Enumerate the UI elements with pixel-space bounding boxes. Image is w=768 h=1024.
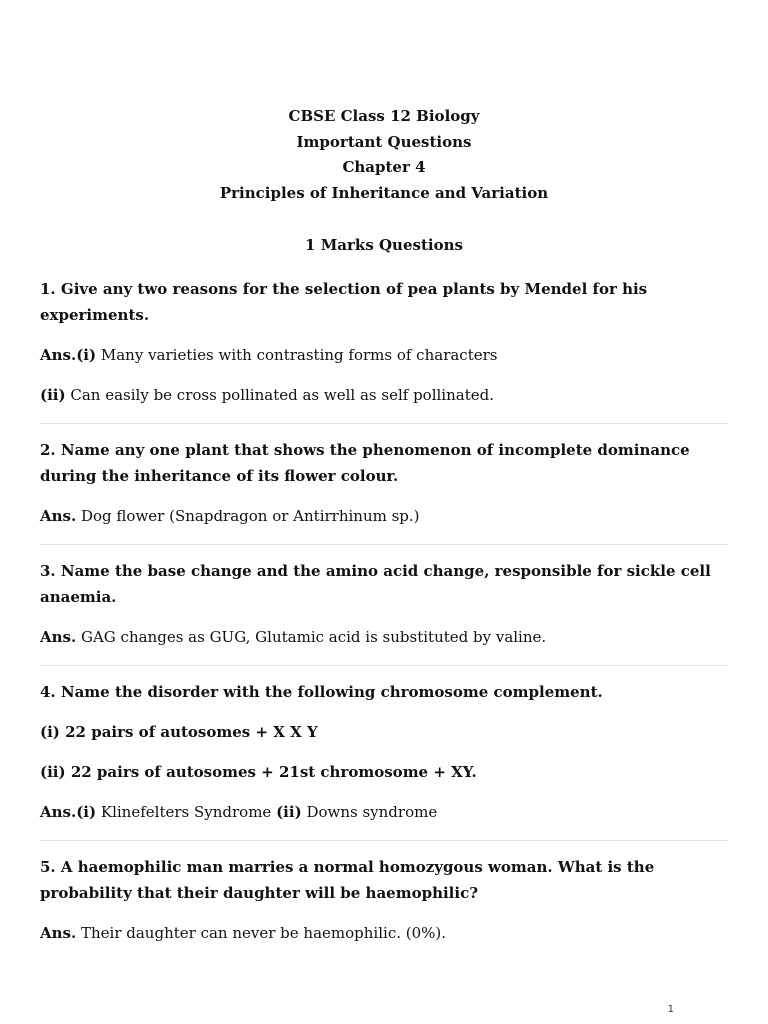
header-chapter: Chapter 4 [342,158,426,177]
separator [40,840,728,841]
answer-prefix: (ii) [40,386,66,405]
document-page [40,104,728,946]
question-text: 2. Name any one plant that shows the phenomenon of incomplete dominance during the inheritance of its flower colour. [40,441,690,486]
question-text: 1. Give any two reasons for the selection of pea plants by Mendel for his experiments. [40,280,648,325]
answer-prefix: Ans.(i) [40,346,97,365]
question-block-5 [40,854,728,946]
answer-text: Their daughter can never be haemophilic. (0%). [76,924,447,943]
answer-text: Can easily be cross pollinated as well as self pollinated. [65,386,494,405]
separator [40,423,728,424]
question-part: (ii) 22 pairs of autosomes + 21st chromosome + XY. [40,763,477,782]
answer-text: Klinefelters Syndrome [96,803,277,822]
answer-prefix: Ans. [40,507,77,526]
answer-line [40,920,728,946]
question-text: 5. A haemophilic man marries a normal homozygous woman. What is the probability that their daughter will be haemophilic? [40,858,655,903]
answer-line [40,382,728,408]
answer-line [40,624,728,650]
answer-line [40,342,728,368]
answer-text: Many varieties with contrasting forms of characters [96,346,498,365]
question-part: (i) 22 pairs of autosomes + X X Y [40,723,318,742]
section-title: 1 Marks Questions [305,236,463,255]
separator [40,665,728,666]
header-subtitle: Important Questions [296,132,472,151]
document-header [40,104,728,206]
question-block-1 [40,276,728,408]
question-text: 4. Name the disorder with the following chromosome complement. [40,683,603,702]
question-text: 3. Name the base change and the amino acid change, responsible for sickle cell anaemia. [40,562,711,607]
header-chapter-title: Principles of Inheritance and Variation [219,183,549,202]
answer-line [40,503,728,529]
answer-prefix: Ans.(i) [40,803,97,822]
answer-prefix: Ans. [40,924,77,943]
answer-prefix: Ans. [40,628,77,647]
question-block-4 [40,679,728,825]
answer-line [40,799,728,825]
answer-text: Dog flower (Snapdragon or Antirrhinum sp.) [76,507,420,526]
answer-text: GAG changes as GUG, Glutamic acid is substituted by valine. [76,628,547,647]
answer-text: Downs syndrome [301,803,438,822]
question-block-2 [40,437,728,529]
separator [40,544,728,545]
header-course: CBSE Class 12 Biology [288,107,480,125]
answer-prefix: (ii) [276,803,302,822]
question-block-3 [40,558,728,650]
page-number: 1 [667,1004,674,1015]
